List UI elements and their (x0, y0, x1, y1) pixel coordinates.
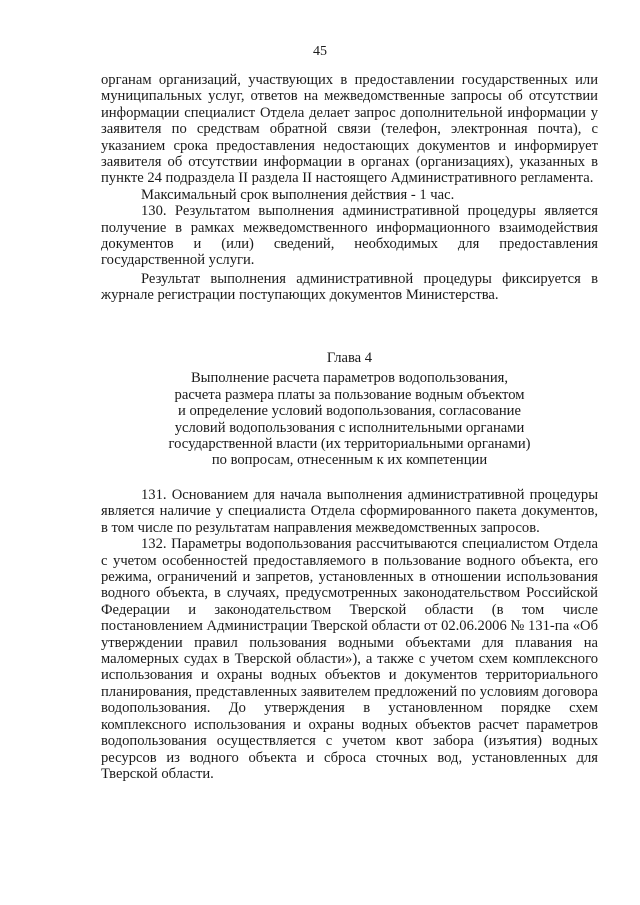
chapter-title-line: по вопросам, отнесенным к их компетенции (211, 452, 488, 469)
chapter-title-line: условий водопользования с исполнительными органами (174, 419, 525, 436)
paragraph-result-fixation: Результат выполнения административной процедуры фиксируется в журнале регистрации поступающих документов Министерства. (101, 270, 598, 304)
section-intro (101, 72, 598, 304)
paragraph-130: 130. Результатом выполнения административной процедуры является получение в рамках межведомственного информационного взаимодействия документов и (или) сведений, необходимых для предоставления государственной услуги. (101, 203, 598, 269)
chapter-title-line: и определение условий водопользования, согласование (178, 403, 521, 420)
paragraph-132: 132. Параметры водопользования рассчитываются специалистом Отдела с учетом особенностей предоставляемого в пользование водного объекта, его режима, ограничений и запретов, установленных в отношении использования водного объекта, в случаях, предусмотренных законодательством Российской Федерации и законодательством Тверской области (в том числе постановлением Администрации Тверской области от 02.06.2006 № 131-па «Об утверждении правил пользования водными объектами для плавания на маломерных судах в Тверской области»), а также с учетом схем комплексного использования и охраны водных объектов и документов территориального планирования, представленных заявителем предложений по условиям договора водопользования. До утверждения в установленном порядке схем комплексного использования и охраны водных объектов расчет параметров водопользования осуществляется с учетом квот забора (изъятия) водных ресурсов из водного объекта и сброса сточных вод, установленных для Тверской области. (101, 536, 598, 782)
chapter-heading: Глава 4 (326, 350, 373, 366)
paragraph-continuation: органам организаций, участвующих в предоставлении государственных или муниципальных услуг, ответов на межведомственные запросы об отсутствии информации специалист Отдела делает запрос дополнительной информации у заявителя по средствам обратной связи (телефон, электронная почта), с указанием срока предоставления недостающих документов и информирует заявителя об отсутствии информации в органах (организациях), указанных в пункте 24 подраздела II раздела II настоящего Административного регламента. (101, 72, 598, 187)
chapter-title-line: государственной власти (их территориальными органами) (168, 436, 531, 453)
chapter-title-line: Выполнение расчета параметров водопользования, (190, 370, 509, 387)
section-main (101, 487, 598, 782)
chapter-title-line: расчета размера платы за пользование водным объектом (174, 386, 525, 403)
page-number: 45 (313, 44, 327, 59)
chapter-title-block (101, 350, 598, 469)
paragraph-max-time: Максимальный срок выполнения действия - 1 час. (141, 186, 455, 203)
paragraph-131: 131. Основанием для начала выполнения административной процедуры является наличие у специалиста Отдела сформированного пакета документов, в том числе по результатам направления межведомственных запросов. (101, 487, 598, 536)
